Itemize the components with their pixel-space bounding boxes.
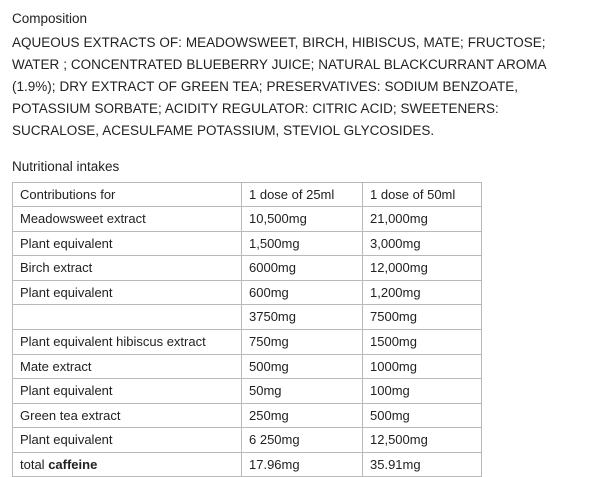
table-header-row <box>13 182 482 207</box>
composition-heading: Composition <box>12 11 88 26</box>
row-label: Plant equivalent <box>13 379 242 404</box>
total-caffeine-label: caffeine <box>48 456 98 472</box>
composition-text: AQUEOUS EXTRACTS OF: MEADOWSWEET, BIRCH, HIBISCUS, MATE; FRUCTOSE; WATER ; CONCENTRATED BLUEBERRY JUICE; NATURAL BLACKCURRANT AROMA (1.9%); DRY EXTRACT OF GREEN TEA; PRESERVATIVES: SODIUM BENZOATE, POTASSIUM SORBATE; ACIDITY REGULATOR: CITRIC ACID; SWEETENERS: SUCRALOSE, ACESULFAME POTASSIUM, STEVIOL GLYCOSIDES. <box>12 35 546 138</box>
table-row <box>13 207 482 232</box>
row-value-50: 35.91mg <box>363 452 482 477</box>
row-label-total-caffeine <box>13 452 242 477</box>
nutrition-table <box>12 182 482 477</box>
row-value-50: 1500mg <box>363 330 482 355</box>
nutrition-table-body <box>13 182 482 477</box>
row-label: Plant equivalent hibiscus extract <box>13 330 242 355</box>
row-value-50: 21,000mg <box>363 207 482 232</box>
row-value-50: 12,000mg <box>363 256 482 281</box>
row-label: Plant equivalent <box>13 428 242 453</box>
table-row <box>13 231 482 256</box>
row-value-50: 1,200mg <box>363 280 482 305</box>
table-row <box>13 330 482 355</box>
row-value-25: 750mg <box>242 330 363 355</box>
row-value-50: 1000mg <box>363 354 482 379</box>
row-value-50: 3,000mg <box>363 231 482 256</box>
row-label: Mate extract <box>13 354 242 379</box>
header-cell-dose-25: 1 dose of 25ml <box>242 182 363 207</box>
row-value-25: 500mg <box>242 354 363 379</box>
total-prefix: total <box>20 456 49 472</box>
row-label: Plant equivalent <box>13 280 242 305</box>
table-row <box>13 379 482 404</box>
row-value-50: 500mg <box>363 403 482 428</box>
row-label <box>13 305 242 330</box>
table-row <box>13 256 482 281</box>
header-cell-contributions: Contributions for <box>13 182 242 207</box>
row-value-50: 7500mg <box>363 305 482 330</box>
nutrition-heading: Nutritional intakes <box>12 158 120 174</box>
table-row <box>13 305 482 330</box>
row-value-50: 12,500mg <box>363 428 482 453</box>
row-value-25: 10,500mg <box>242 207 363 232</box>
row-value-50: 100mg <box>363 379 482 404</box>
row-label: Plant equivalent <box>13 231 242 256</box>
table-row <box>13 403 482 428</box>
row-value-25: 3750mg <box>242 305 363 330</box>
row-label: Green tea extract <box>13 403 242 428</box>
row-value-25: 50mg <box>242 379 363 404</box>
row-value-25: 17.96mg <box>242 452 363 477</box>
header-cell-dose-50: 1 dose of 50ml <box>363 182 482 207</box>
row-value-25: 6000mg <box>242 256 363 281</box>
table-row <box>13 354 482 379</box>
row-value-25: 250mg <box>242 403 363 428</box>
row-value-25: 1,500mg <box>242 231 363 256</box>
row-value-25: 6 250mg <box>242 428 363 453</box>
table-row-total <box>13 452 482 477</box>
table-row <box>13 280 482 305</box>
row-label: Birch extract <box>13 256 242 281</box>
row-label: Meadowsweet extract <box>13 207 242 232</box>
row-value-25: 600mg <box>242 280 363 305</box>
